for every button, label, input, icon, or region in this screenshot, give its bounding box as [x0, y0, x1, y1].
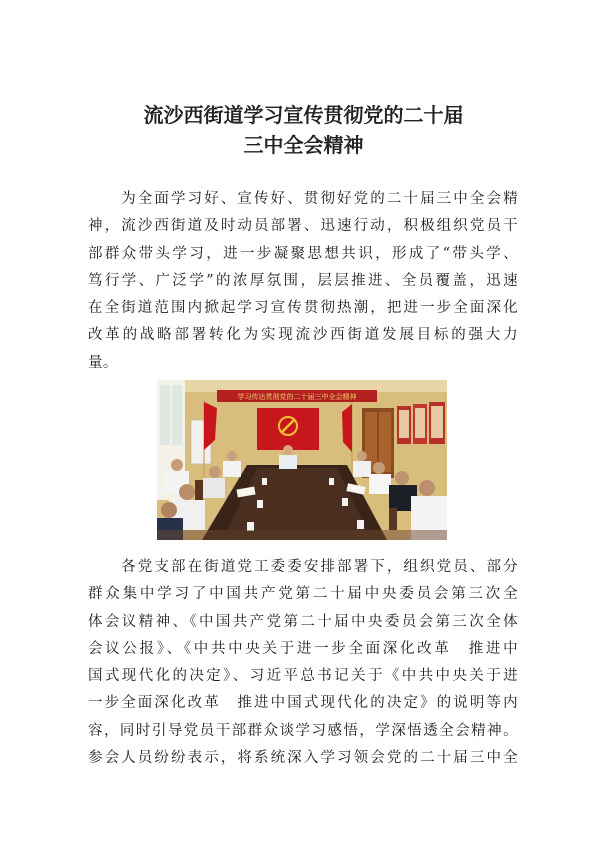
- text-line: 群众集中学习了中国共产党第二十届中央委员会第三次全: [88, 586, 518, 603]
- page-title-line-2: 三中全会精神: [243, 133, 364, 157]
- text-line: 笃行学、广泛学”的浓厚氛围，层层推进、全员覆盖，迅速: [88, 272, 518, 289]
- text-line: 改革的战略部署转化为实现流沙西街道发展目标的强大力: [88, 327, 518, 344]
- meeting-photo: [157, 380, 447, 540]
- text-line: 部群众带头学习，进一步凝聚思想共识，形成了“带头学、: [88, 245, 518, 262]
- text-line: 参会人员纷纷表示，将系统深入学习领会党的二十届三中全: [88, 750, 518, 767]
- text-line: 国式现代化的决定》、习近平总书记关于《中共中央关于进: [88, 668, 518, 685]
- paragraph-study: [88, 554, 518, 772]
- text-line: 各党支部在街道党工委委安排部署下，组织党员、部分: [88, 559, 518, 575]
- paragraph-intro: [88, 186, 518, 377]
- text-line: 量。: [88, 354, 118, 371]
- text-line: 容，同时引导党员干部群众谈学习感悟，学深悟透全会精神。: [88, 722, 518, 739]
- text-line: 为全面学习好、宣传好、贯彻好党的二十届三中全会精: [88, 191, 518, 207]
- text-line: 一步全面深化改革 推进中国式现代化的决定》的说明等内: [88, 695, 518, 712]
- banner-text: 学习传达贯彻党的二十届三中全会精神: [237, 393, 357, 401]
- text-line: 体会议精神、《中国共产党第二十届中央委员会第三次全体: [88, 613, 518, 630]
- text-line: 神，流沙西街道及时动员部署、迅速行动，积极组织党员干: [88, 218, 518, 235]
- text-line: 会议公报》、《中共中央关于进一步全面深化改革 推进中: [88, 640, 518, 657]
- page-title-line-1: 流沙西街道学习宣传贯彻党的二十届: [143, 103, 464, 127]
- text-line: 在全街道范围内掀起学习宣传贯彻热潮，把进一步全面深化: [88, 300, 518, 317]
